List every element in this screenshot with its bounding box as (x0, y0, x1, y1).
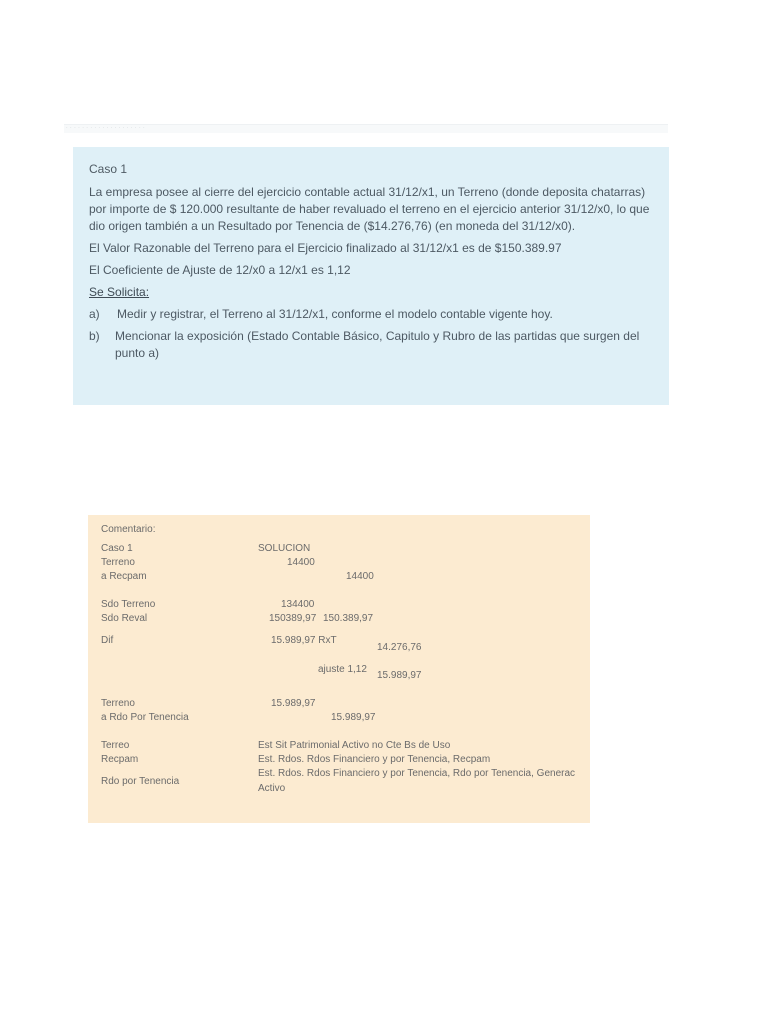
dif-value: 15.989,97 RxT (271, 635, 337, 646)
entry2-debit-amount: 15.989,97 (271, 698, 316, 709)
item-a (89, 306, 653, 323)
sdo-reval-value-1: 150389,97 (269, 613, 317, 624)
ajuste-label: ajuste 1,12 (318, 664, 367, 675)
case-paragraph-3: El Coeficiente de Ajuste de 12/x0 a 12/x1 es 1,12 (89, 263, 351, 277)
solucion-label: SOLUCION (258, 543, 311, 554)
entry2-credit-account: a Rdo Por Tenencia (101, 712, 189, 723)
item-a-text: Medir y registrar, el Terreno al 31/12/x1, conforme el modelo contable vigente hoy. (117, 307, 553, 321)
ajuste-value: 15.989,97 (377, 670, 422, 681)
item-b (89, 328, 653, 362)
exp-rdo-tenencia-label: Rdo por Tenencia (101, 776, 180, 787)
item-b-label: b) (89, 329, 100, 343)
entry2-debit-account: Terreno (101, 698, 135, 709)
exp-recpam-label: Recpam (101, 754, 139, 765)
sdo-terreno-value: 134400 (281, 599, 315, 610)
caso-label: Caso 1 (101, 543, 133, 554)
entry1-debit-amount: 14400 (287, 557, 315, 568)
exp-terreo-text: Est Sit Patrimonial Activo no Cte Bs de Uso (258, 740, 451, 751)
entry1-credit-amount: 14400 (346, 571, 374, 582)
item-b-text: Mencionar la exposición (Estado Contable Básico, Capitulo y Rubro de las partidas que surgen del punto a) (115, 329, 640, 360)
exp-rdo-tenencia-text-1: Est. Rdos. Rdos Financiero y por Tenencia, Rdo por Tenencia, Generac (258, 768, 576, 779)
item-a-label: a) (89, 307, 100, 321)
case-paragraph-2: El Valor Razonable del Terreno para el Ejercicio finalizado al 31/12/x1 es de $150.389.97 (89, 241, 562, 255)
faded-text: · · · · · · · · · · · · · · · · · · · · (66, 125, 146, 131)
case-panel (73, 147, 669, 405)
sdo-reval-value-2: 150.389,97 (323, 613, 374, 624)
exp-rdo-tenencia-text-2: Activo (258, 783, 286, 794)
rxt-previous: 14.276,76 (377, 642, 422, 653)
case-title: Caso 1 (89, 162, 128, 176)
entry2-credit-amount: 15.989,97 (331, 712, 376, 723)
top-divider-strip (64, 124, 668, 133)
dif-label: Dif (101, 635, 114, 646)
sdo-reval-label: Sdo Reval (101, 613, 148, 624)
exp-terreo-label: Terreo (101, 740, 130, 751)
entry1-debit-account: Terreno (101, 557, 135, 568)
se-solicita-heading: Se Solicita: (89, 285, 150, 299)
sdo-terreno-label: Sdo Terreno (101, 599, 156, 610)
exp-recpam-text: Est. Rdos. Rdos Financiero y por Tenencia, Recpam (258, 754, 491, 765)
case-paragraph-1: La empresa posee al cierre del ejercicio contable actual 31/12/x1, un Terreno (donde deposita chatarras) por importe de $ 120.000 resultante de haber revaluado el terreno en el ejercicio anterior 31/12/x0, lo que dio origen también a un Resultado por Tenencia de ($14.276,76) (en moneda del 31/12/x0). (89, 185, 650, 233)
comment-panel (88, 515, 590, 823)
comment-header: Comentario: (101, 524, 156, 535)
entry1-credit-account: a Recpam (101, 571, 147, 582)
